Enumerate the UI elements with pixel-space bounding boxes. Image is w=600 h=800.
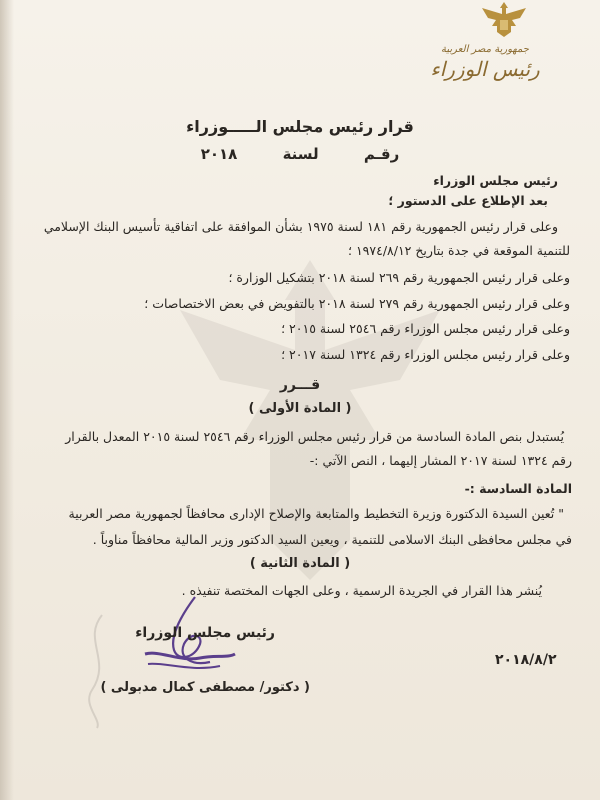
- para3: وعلى قرار رئيس الجمهورية رقم ٢٧٩ لسنة ٢٠١٨ بالتفويض في بعض الاختصاصات ؛: [144, 296, 570, 311]
- decided-heading: قـــرر: [279, 377, 321, 393]
- para1-line1: وعلى قرار رئيس الجمهورية رقم ١٨١ لسنة ١٩٧٥ بشأن الموافقة على اتفاقية تأسيس البنك الإسلامي: [43, 219, 558, 234]
- letterhead: [405, 44, 565, 81]
- preamble-head: رئيس مجلس الوزراء: [433, 173, 558, 188]
- decree-number-line: رقـم لسنة ٢٠١٨: [200, 145, 400, 163]
- article2-heading: ( المادة الثانية ): [249, 556, 351, 571]
- decree-date: ٢٠١٨/٨/٢: [495, 652, 557, 668]
- letterhead-country: جمهورية مصر العربية: [441, 44, 529, 55]
- article1-line2: رقم ١٣٢٤ لسنة ٢٠١٧ المشار إليهما ، النص الآتي :-: [309, 453, 572, 468]
- constitution-line: بعد الإطلاع على الدستور ؛: [388, 193, 548, 208]
- signatory-name: ( دكتور/ مصطفى كمال مدبولى ): [100, 680, 310, 695]
- article1-heading: ( المادة الأولى ): [248, 401, 352, 416]
- para5: وعلى قرار رئيس مجلس الوزراء رقم ١٣٢٤ لسنة ٢٠١٧ ؛: [281, 347, 570, 362]
- para4: وعلى قرار رئيس مجلس الوزراء رقم ٢٥٤٦ لسنة ٢٠١٥ ؛: [281, 321, 570, 336]
- para1-line2: للتنمية الموقعة في جدة بتاريخ ١٩٧٤/٨/١٢ ؛: [348, 243, 570, 258]
- eagle-emblem-icon: [478, 0, 530, 38]
- article6-heading: المادة السادسة :-: [464, 481, 572, 496]
- para2: وعلى قرار رئيس الجمهورية رقم ٢٦٩ لسنة ٢٠١٨ بتشكيل الوزارة ؛: [228, 270, 570, 285]
- article1-line1: يُستبدل بنص المادة السادسة من قرار رئيس مجلس الوزراء رقم ٢٥٤٦ لسنة ٢٠١٥ المعدل بالقرار: [65, 429, 564, 444]
- decree-title: قرار رئيس مجلس الـــــوزراء: [186, 117, 414, 136]
- faint-ink-mark: [72, 610, 122, 730]
- article6-line1: " تُعين السيدة الدكتورة وزيرة التخطيط والمتابعة والإصلاح الإدارى محافظاً لجمهورية مصر العربية: [68, 506, 564, 521]
- article6-line2: في مجلس محافظى البنك الاسلامى للتنمية ، ويعين السيد الدكتور وزير المالية محافظاً مناوباً .: [92, 532, 572, 547]
- article2-line: يُنشر هذا القرار في الجريدة الرسمية ، وعلى الجهات المختصة تنفيذه .: [181, 583, 542, 598]
- letterhead-office: رئيس الوزراء: [430, 57, 540, 81]
- signature-title: رئيس مجلس الوزراء: [135, 625, 275, 641]
